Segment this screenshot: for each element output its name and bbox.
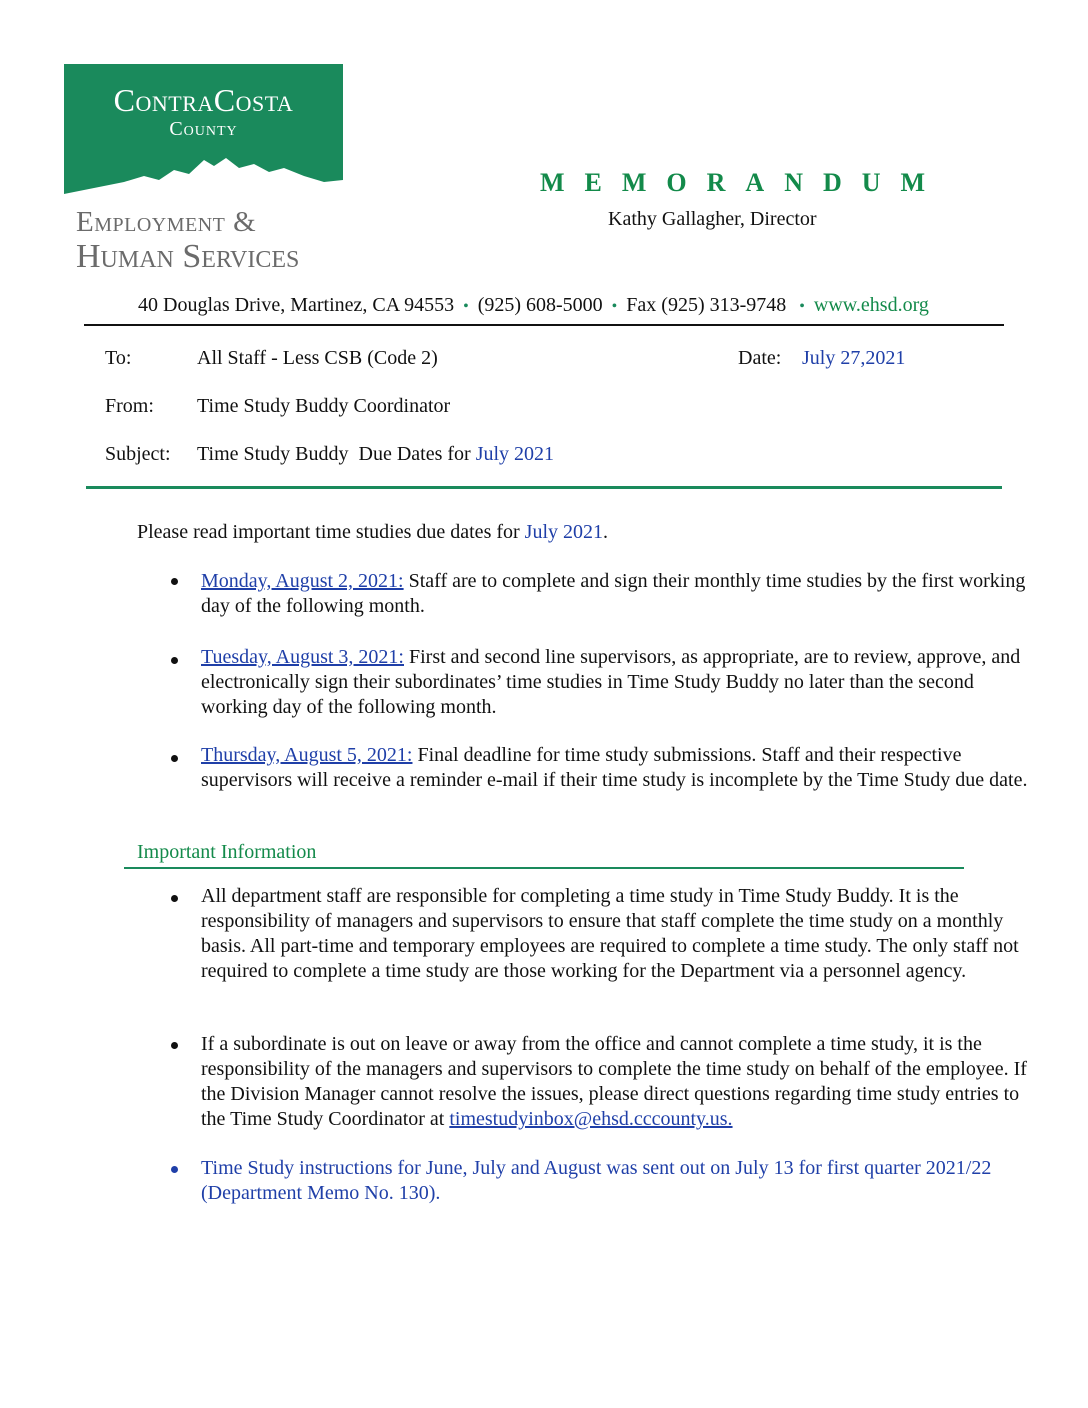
bullet-separator-icon: •	[463, 298, 469, 315]
bullet-icon	[171, 578, 178, 585]
deadline-text: First and second line supervisors, as appropriate, are to review, approve, and electronically sign their subordinates’ time studies in Time Study Buddy no later than the second working day of the following month.	[201, 646, 1021, 718]
memo-title: MEMORANDUM	[540, 168, 946, 197]
bullet-icon	[171, 1166, 178, 1173]
bullet-icon	[171, 657, 178, 664]
section-heading: Important Information	[137, 841, 317, 863]
deadline-date-link[interactable]: Tuesday, August 3, 2021:	[201, 646, 404, 668]
fax: Fax (925) 313-9748	[626, 294, 787, 316]
bullet-icon	[171, 1042, 178, 1049]
logo-human-services-text: Human Services	[76, 238, 300, 275]
memo-header-divider	[86, 486, 1002, 489]
intro-suffix: .	[603, 521, 609, 543]
bullet-icon	[171, 755, 178, 762]
logo-block	[64, 64, 343, 204]
deadline-text: Final deadline for time study submissions. Staff and their respective supervisors will receive a reminder e-mail if their time study is incomplete by the Time Study due date.	[201, 744, 1028, 791]
deadline-item	[201, 645, 1031, 720]
date-label: Date:	[738, 347, 782, 369]
mountain-icon	[64, 152, 343, 204]
section-divider	[124, 867, 964, 869]
intro-prefix: Please read important time studies due dates for	[137, 521, 520, 543]
info-text: If a subordinate is out on leave or away from the office and cannot complete a time study, it is the responsibility of the managers and supervisors to complete the time study on behalf of the employee. If the Division Manager cannot resolve the issues, please direct questions regarding time study entries to the Time Study Coordinator at	[201, 1033, 1027, 1130]
to-value: All Staff - Less CSB (Code 2)	[197, 347, 438, 369]
subject-month: July 2021	[475, 443, 555, 465]
header-divider	[84, 324, 1004, 326]
bullet-separator-icon: •	[795, 298, 805, 315]
bullet-icon	[171, 895, 178, 902]
from-value: Time Study Buddy Coordinator	[197, 395, 451, 417]
address-line	[138, 294, 929, 317]
deadline-date-link[interactable]: Thursday, August 5, 2021:	[201, 744, 413, 766]
subject-label: Subject:	[105, 443, 171, 465]
director-name: Kathy Gallagher, Director	[608, 208, 817, 230]
deadline-date-link[interactable]: Monday, August 2, 2021:	[201, 570, 404, 592]
deadline-item	[201, 569, 1031, 619]
email-link[interactable]: timestudyinbox@ehsd.cccounty.us.	[449, 1108, 733, 1130]
date-value: July 27,2021	[802, 347, 906, 369]
info-item: Time Study instructions for June, July and August was sent out on July 13 for first quarter 2021/22 (Department Memo No. 130).	[201, 1157, 992, 1204]
logo-title: ContraCosta	[113, 82, 294, 118]
intro-text	[137, 520, 608, 545]
deadline-item	[201, 743, 1031, 793]
logo-employment-text: Employment &	[76, 206, 257, 238]
info-item	[201, 1032, 1031, 1132]
deadline-text: Staff are to complete and sign their monthly time studies by the first working day of the following month.	[201, 570, 1026, 617]
from-label: From:	[105, 395, 154, 417]
logo-subtitle: County	[169, 118, 238, 140]
info-item: All department staff are responsible for completing a time study in Time Study Buddy. It is the responsibility of managers and supervisors to ensure that staff complete the time study on a monthly basis. All part-time and temporary employees are required to complete a time study. The only staff not required to complete a time study are those working for the Department via a personnel agency.	[201, 885, 1019, 982]
to-label: To:	[105, 347, 132, 369]
phone: (925) 608-5000	[477, 294, 603, 316]
website-link[interactable]: www.ehsd.org	[813, 294, 929, 316]
subject-prefix: Time Study Buddy Due Dates for	[197, 443, 471, 465]
address: 40 Douglas Drive, Martinez, CA 94553	[138, 294, 455, 316]
subject-value	[197, 443, 554, 466]
intro-month: July 2021	[524, 521, 604, 543]
bullet-separator-icon: •	[611, 298, 618, 315]
